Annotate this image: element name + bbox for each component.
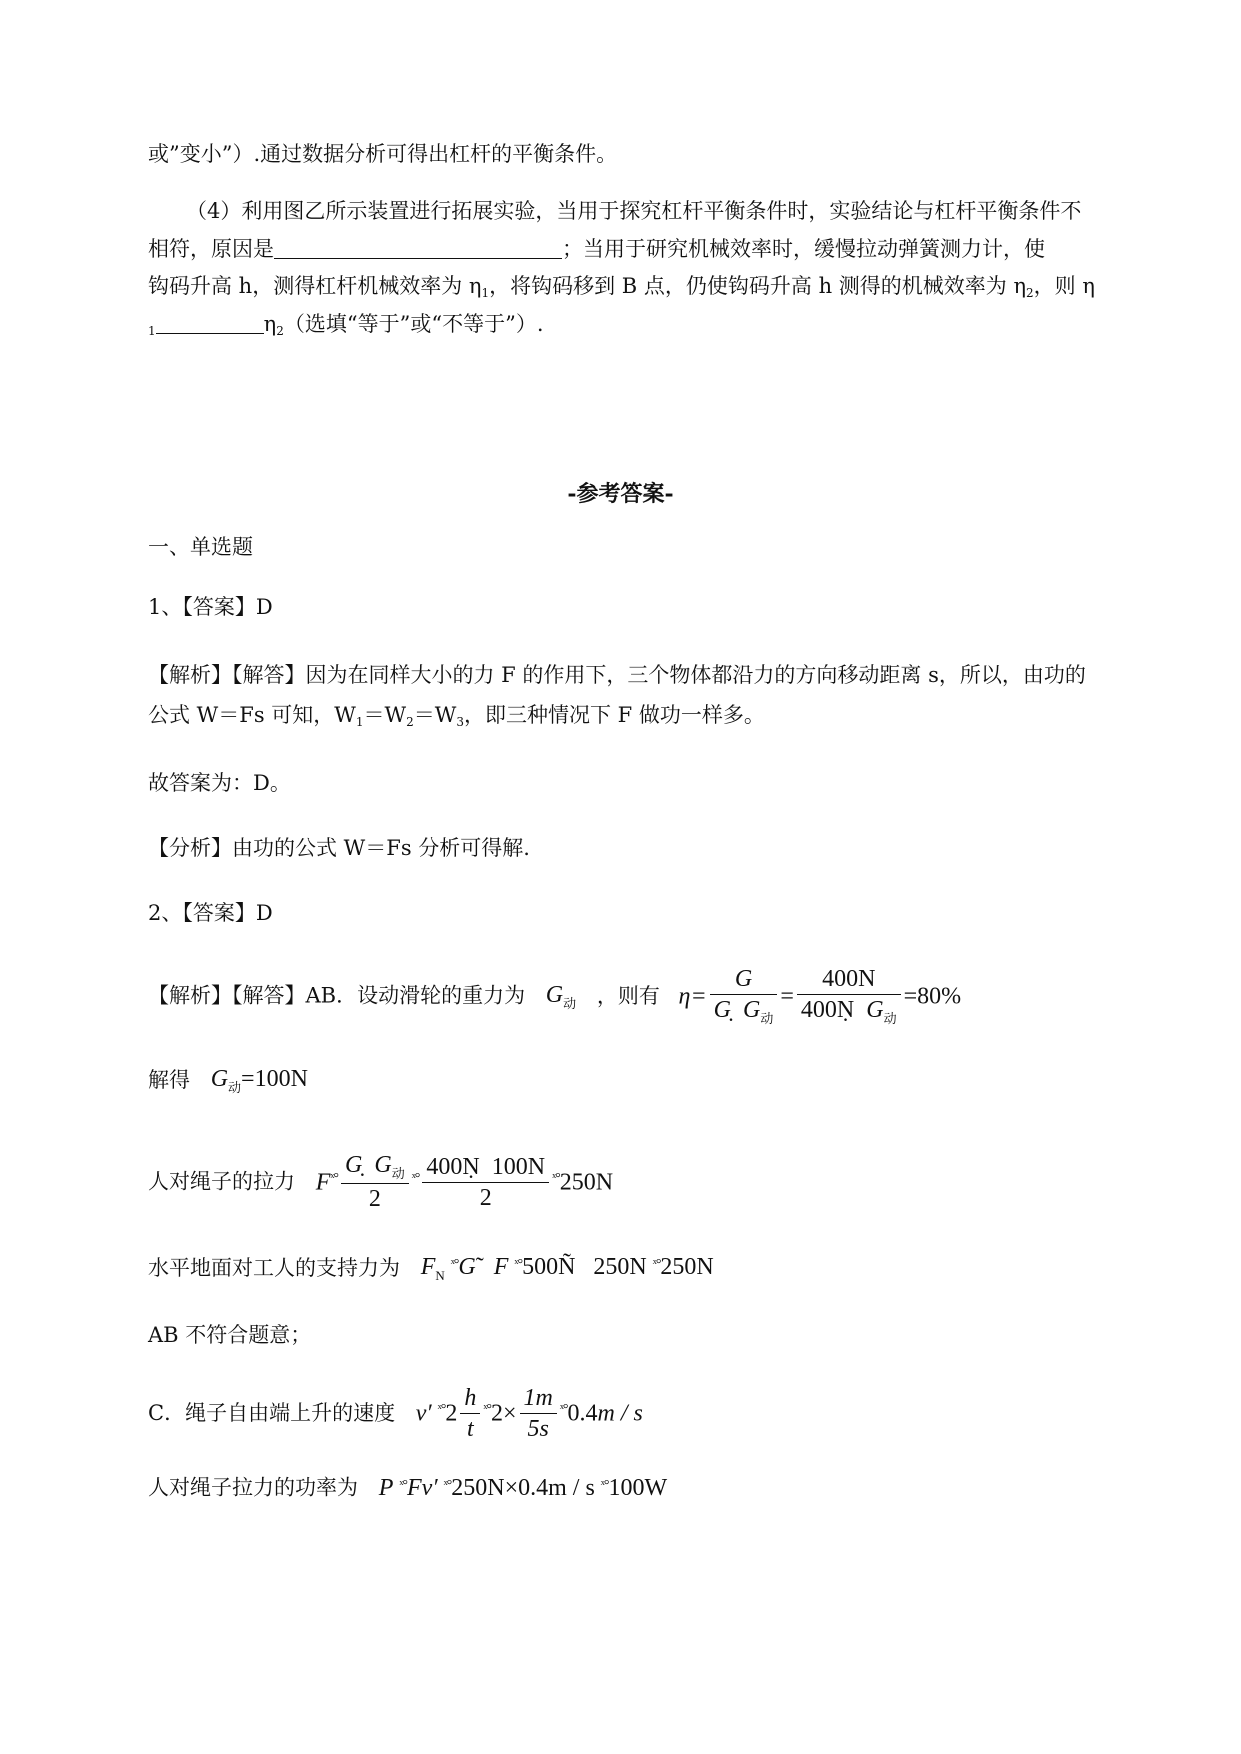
q1-analysis-line1: 【解析】【解答】因为在同样大小的力 F 的作用下，三个物体都沿力的方向移动距离 s，所以，由功的	[148, 663, 1086, 687]
q1-fenxi: 【分析】由功的公式 W＝Fs 分析可得解.	[148, 836, 530, 860]
q1-analysis-line2: 公式 W＝Fs 可知，$W_1=W_2=W_3$，即三种情况下 F 做功一样多。	[148, 703, 765, 729]
q2-answer: 2、【答案】D	[148, 901, 273, 925]
section-heading: 一、单选题	[148, 535, 253, 559]
answer-blank-reason[interactable]	[274, 238, 562, 259]
answer-title: -参考答案-	[567, 481, 674, 507]
q2-ab-not-match: AB 不符合题意；	[148, 1323, 312, 1347]
q2-eq-support-force: 水平地面对工人的支持力为 $F_N$ $^{ˣ^\circ}$G F $^{ˣ^\circ}$500N 250N $^{ˣ^\circ}$250N	[148, 1254, 714, 1283]
q2-eq-velocity: C．绳子自由端上升的速度 v′ $^{ˣ^\circ}$2 $\frac{h}{t}$ $^{ˣ^\circ}$2× $\frac{1m}{5s}$ $^{ˣ^\circ}$0.4m / s	[148, 1385, 643, 1442]
question4-line3: 钩码升高 h，测得杠杆机械效率为 $\eta_1$，将钩码移到 B 点，仍使钩码升高 h 测得的机械效率为 $\eta_2$，则 η	[148, 274, 1095, 300]
answer-blank-efficiency[interactable]	[156, 313, 264, 334]
q1-answer: 1、【答案】D	[148, 595, 273, 619]
q2-eq-power: 人对绳子拉力的功率为 P $^{ˣ^\circ}$Fv′ $^{ˣ^\circ}$250N×0.4m / s $^{ˣ^\circ}$100W	[148, 1475, 668, 1501]
q1-conclusion: 故答案为：D。	[148, 771, 291, 795]
q2-eq-solve: 解得 $G_动=100N$	[148, 1066, 308, 1095]
question-tail-line1: 或”变小”）.通过数据分析可得出杠杆的平衡条件。	[148, 142, 618, 166]
q2-eq-efficiency: 【解析】【解答】AB．设动滑轮的重力为 $G_动$ ，则有 η= $\frac{G}{G G_动}$ = $\frac{400N}{400N G_动}$ =80%	[148, 966, 962, 1026]
question4-line2: 相符，原因是 ；当用于研究机械效率时，缓慢拉动弹簧测力计，使	[148, 237, 1045, 261]
q2-eq-pull-force: 人对绳子的拉力 $F^{ˣ^\circ}$ $\frac{G G_动}{2}$ $^{ˣ^\circ}$ $\frac{400N 100N}{2}$ $^{ˣ^\circ}$250N	[148, 1152, 614, 1212]
question4-line1: （4）利用图乙所示装置进行拓展实验，当用于探究杠杆平衡条件时，实验结论与杠杆平衡条件不	[186, 199, 1082, 223]
question4-line4: $_1$ $\eta_2$（选填“等于”或“不等于”）.	[148, 312, 544, 338]
